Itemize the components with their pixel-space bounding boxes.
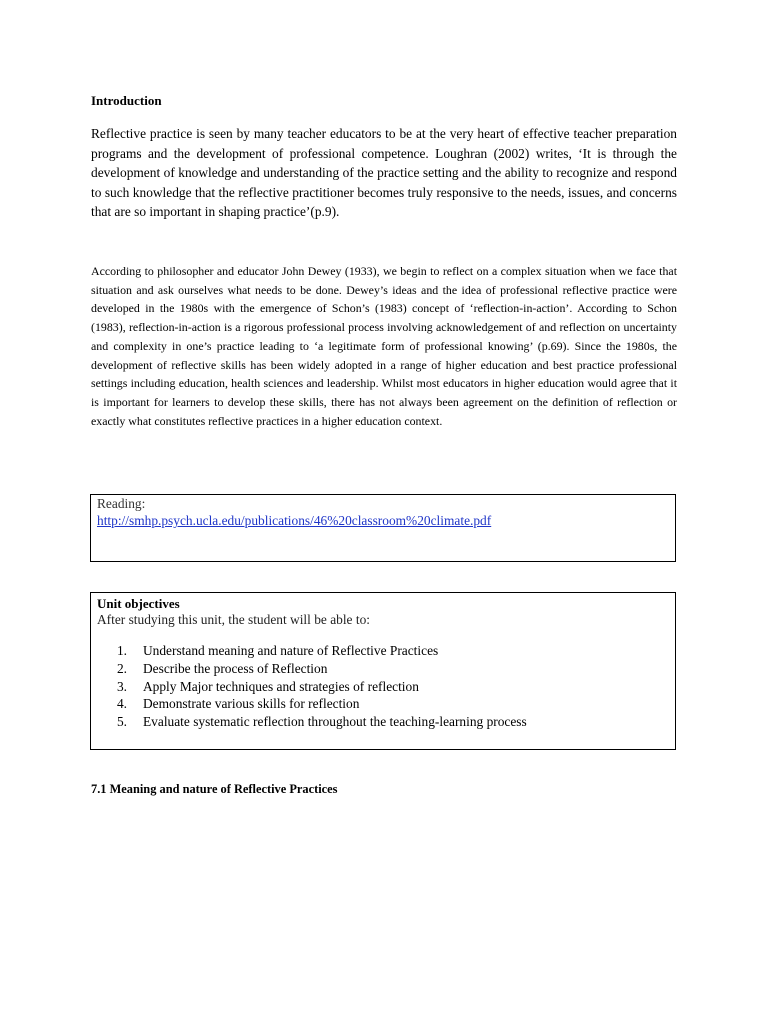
- unit-objectives-intro: After studying this unit, the student will be able to:: [97, 612, 370, 627]
- objective-item: [97, 660, 669, 678]
- objective-number: 5.: [116, 714, 127, 730]
- introduction-paragraph-1: Reflective practice is seen by many teacher educators to be at the very heart of effective teacher preparation programs and the development of professional competence. Loughran (2002) writes, ‘It is through the development of knowledge and understanding of the practice setting and the ability to recognize and respond to such knowledge that the reflective practitioner becomes truly responsive to the needs, issues, and concerns that are so important in shaping practice’(p.9).: [91, 126, 677, 220]
- objective-text: Understand meaning and nature of Reflective Practices: [143, 643, 439, 658]
- objective-text: Evaluate systematic reflection throughout the teaching-learning process: [143, 714, 527, 730]
- objective-item: [97, 695, 669, 713]
- reading-box: [90, 494, 676, 562]
- objective-item: [97, 713, 669, 731]
- reading-link[interactable]: http://smhp.psych.ucla.edu/publications/46%20classroom%20climate.pdf: [97, 513, 492, 528]
- objective-text: Apply Major techniques and strategies of reflection: [143, 678, 419, 694]
- objective-text: Demonstrate various skills for reflection: [143, 696, 360, 712]
- unit-objectives-title: Unit objectives: [97, 596, 180, 611]
- objective-number: 3.: [116, 678, 127, 694]
- objective-item: [97, 678, 669, 696]
- unit-objectives-box: [90, 592, 676, 750]
- objective-number: 4.: [116, 696, 127, 712]
- objectives-list: [97, 642, 669, 731]
- objective-number: 1.: [116, 643, 127, 658]
- objective-item: [97, 642, 669, 660]
- introduction-heading: Introduction: [91, 93, 162, 108]
- introduction-paragraph-2: According to philosopher and educator John Dewey (1933), we begin to reflect on a complex situation when we face that situation and ask ourselves what needs to be done. Dewey’s ideas and the idea of professional reflective practice were developed in the 1980s with the emergence of Schon’s (1983) concept of ‘reflection-in-action’. According to Schon (1983), reflection-in-action is a rigorous professional process involving acknowledgement of and reflection on uncertainty and complexity in one’s practice leading to ‘a legitimate form of professional knowing’ (p.69). Since the 1980s, the development of reflective skills has been widely adopted in a range of higher education and best practice professional settings including education, health sciences and leadership. Whilst most educators in higher education would agree that it is important for learners to develop these skills, there has not always been agreement on the definition of reflection or exactly what constitutes reflective practices in a higher education context.: [91, 264, 677, 428]
- section-heading: 7.1 Meaning and nature of Reflective Practices: [91, 782, 338, 796]
- objective-number: 2.: [116, 660, 127, 676]
- objective-text: Describe the process of Reflection: [143, 660, 328, 676]
- reading-label: Reading:: [97, 496, 146, 511]
